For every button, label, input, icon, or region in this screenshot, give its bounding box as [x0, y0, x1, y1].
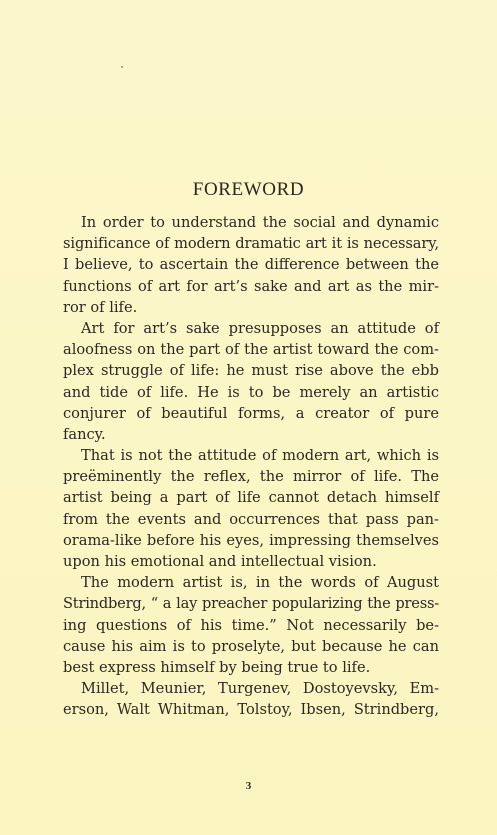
text-line: cause his aim is to proselyte, but because he can [63, 637, 439, 655]
text-line: ror of life. [63, 298, 138, 316]
text-line: Millet, Meunier, Turgenev, Dostoyevsky, Em- [81, 680, 439, 698]
text-line: erson, Walt Whitman, Tolstoy, Ibsen, Strindberg, [63, 701, 439, 719]
text-line: I believe, to ascertain the difference between the [63, 256, 439, 274]
text-line: and tide of life. He is to be merely an artistic [63, 383, 439, 401]
text-line: from the events and occurrences that pass pan- [63, 510, 439, 528]
text-line: significance of modern dramatic art it is necessary, [63, 235, 439, 253]
text-line: artist being a part of life cannot detach himself [63, 489, 439, 507]
text-line: upon his emotional and intellectual vision. [63, 553, 377, 570]
text-line: plex struggle of life: he must rise above the ebb [63, 362, 439, 380]
text-line: aloofness on the part of the artist toward the com- [63, 341, 439, 359]
page-number: 3 [245, 780, 252, 792]
page-title: FOREWORD [192, 179, 305, 200]
text-line: ing questions of his time.” Not necessarily be- [63, 616, 439, 634]
text-line: The modern artist is, in the words of August [81, 574, 439, 592]
text-line: fancy. [63, 425, 106, 443]
text-line: That is not the attitude of modern art, which is [81, 447, 439, 465]
text-line: Strindberg, “ a lay preacher popularizing the press- [63, 595, 439, 613]
text-line: preëminently the reflex, the mirror of life. The [63, 468, 439, 486]
text-line: conjurer of beautiful forms, a creator of pure [63, 404, 439, 422]
text-line: In order to understand the social and dynamic [81, 214, 439, 231]
paper-speck [121, 66, 123, 68]
text-line: orama-like before his eyes, impressing themselves [63, 531, 439, 549]
text-line: best express himself by being true to life. [63, 658, 371, 676]
text-line: functions of art for art’s sake and art as the mir- [63, 277, 439, 295]
text-line: Art for art’s sake presupposes an attitude of [81, 319, 439, 337]
foreword-text [63, 212, 439, 721]
